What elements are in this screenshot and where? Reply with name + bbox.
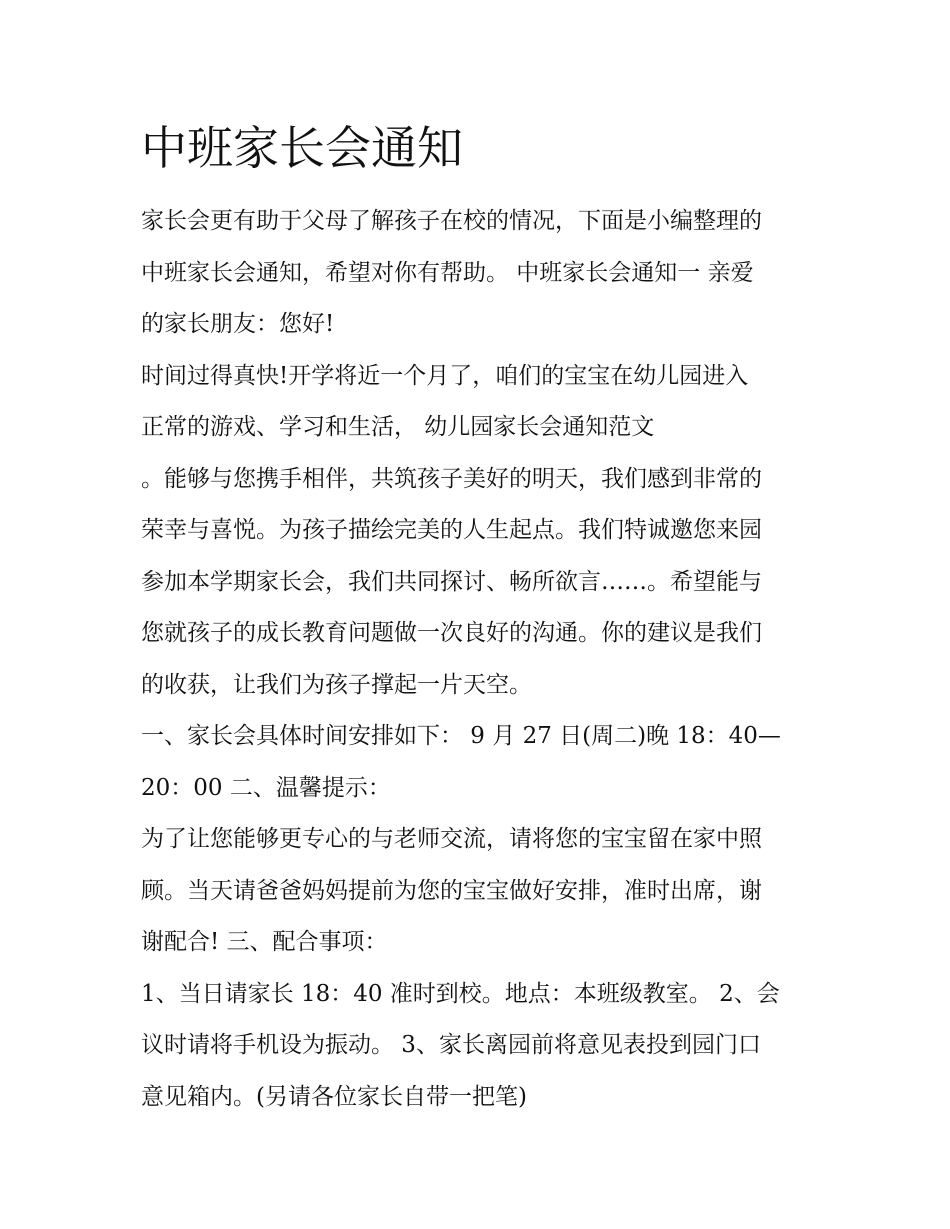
document-title: 中班家长会通知 xyxy=(141,121,463,175)
body-line: 荣幸与喜悦。为孩子描绘完美的人生起点。我们特诚邀您来园 xyxy=(141,517,762,543)
body-line: 20：00 二、温馨提示： xyxy=(141,774,391,801)
body-line: 时间过得真快!开学将近一个月了，咱们的宝宝在幼儿园进入 xyxy=(141,362,749,389)
body-line: 中班家长会通知，希望对你有帮助。 中班家长会通知一 亲爱 xyxy=(141,259,754,286)
body-line: 谢配合! 三、配合事项： xyxy=(141,929,388,955)
body-line: 1、当日请家长 18：40 准时到校。地点：本班级教室。 2、会 xyxy=(141,980,780,1007)
body-line: 。能够与您携手相伴，共筑孩子美好的明天，我们感到非常的 xyxy=(141,465,762,492)
body-line: 参加本学期家长会，我们共同探讨、畅所欲言……。希望能与 xyxy=(141,568,762,595)
body-line: 为了让您能够更专心的与老师交流，请将您的宝宝留在家中照 xyxy=(141,826,762,852)
body-line: 的收获，让我们为孩子撑起一片天空。 xyxy=(141,671,532,698)
body-line: 正常的游戏、学习和生活， 幼儿园家长会通知范文 xyxy=(141,414,655,440)
body-line: 议时请将手机设为振动。 3、家长离园前将意见表投到园门口 xyxy=(141,1032,761,1058)
document-body xyxy=(141,196,831,1123)
body-line: 意见箱内。(另请各位家长自带一把笔) xyxy=(141,1083,527,1110)
body-line: 一、家长会具体时间安排如下： 9 月 27 日(周二)晚 18：40— xyxy=(141,723,781,749)
body-line: 您就孩子的成长教育问题做一次良好的沟通。你的建议是我们 xyxy=(141,620,762,646)
body-line: 家长会更有助于父母了解孩子在校的情况，下面是小编整理的 xyxy=(141,208,762,234)
body-line: 顾。当天请爸爸妈妈提前为您的宝宝做好安排，准时出席，谢 xyxy=(141,877,762,904)
body-line: 的家长朋友：您好! xyxy=(141,311,335,337)
